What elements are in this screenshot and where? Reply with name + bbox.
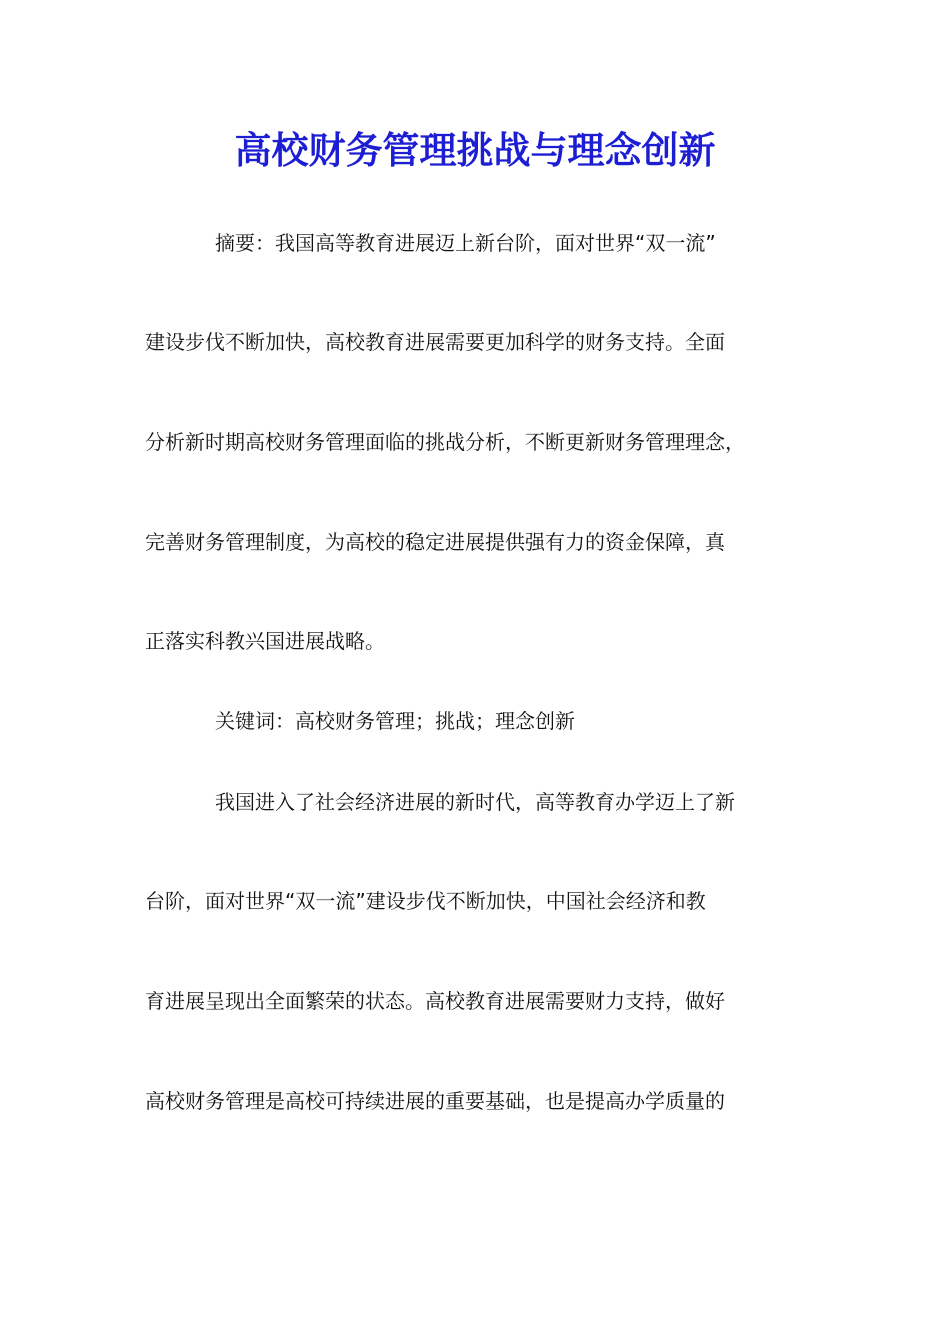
abstract-line: 正落实科教兴国进展战略。 <box>145 629 385 653</box>
body-line: 高校财务管理是高校可持续进展的重要基础，也是提高办学质量的 <box>145 1089 725 1113</box>
abstract-line: 建设步伐不断加快，高校教育进展需要更加科学的财务支持。全面 <box>145 330 725 354</box>
abstract-line: 分析新时期高校财务管理面临的挑战分析，不断更新财务管理理念， <box>145 430 745 454</box>
keywords-line: 关键词：高校财务管理；挑战；理念创新 <box>215 709 575 733</box>
body-line: 我国进入了社会经济进展的新时代，高等教育办学迈上了新 <box>215 790 735 814</box>
body-line: 育进展呈现出全面繁荣的状态。高校教育进展需要财力支持，做好 <box>145 989 725 1013</box>
abstract-line: 完善财务管理制度，为高校的稳定进展提供强有力的资金保障，真 <box>145 530 725 554</box>
body-line: 台阶，面对世界“双一流”建设步伐不断加快，中国社会经济和教 <box>145 889 706 913</box>
abstract-line: 摘要：我国高等教育进展迈上新台阶，面对世界“双一流” <box>215 231 716 255</box>
document-title: 高校财务管理挑战与理念创新 <box>234 128 716 172</box>
